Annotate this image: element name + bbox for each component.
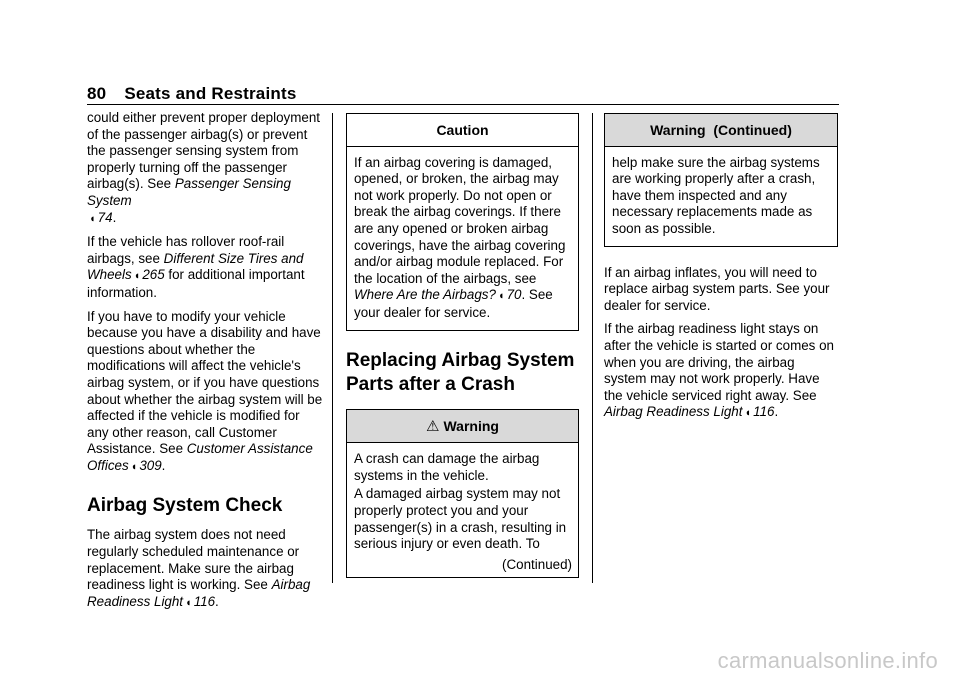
caution-body: If an airbag covering is damaged, opened, or broken, the airbag may not work properly. Do not open or break the airbag coverings. If there are any opened or broken airbag coverings, have the airbag covering and/or airbag module replaced. For the location of the airbags, see Where Are the Airbags? ◖ 70. See your dealer for service. — [354, 154, 566, 320]
continued-label: (Continued) — [502, 556, 572, 572]
link-customer-assistance-offices[interactable]: Customer Assistance Offices — [87, 441, 313, 473]
column-3 — [604, 113, 838, 429]
column-1 — [87, 110, 323, 618]
paragraph-system-check: The airbag system does not need regularly scheduled maintenance or replacement. Make sure the airbag readiness light is working. See Airbag Readiness Light ◖ 116. — [87, 527, 311, 609]
page-ref-74[interactable]: 74 — [97, 209, 113, 225]
warning-continued-title: Warning (Continued) — [605, 114, 837, 147]
page-reference-icon: ◖ — [744, 407, 752, 420]
page-ref-309[interactable]: 309 — [139, 457, 162, 473]
warning-title: ⚠ Warning — [347, 410, 578, 444]
warning-box — [346, 409, 579, 579]
caution-title: Caution — [347, 114, 578, 147]
page-reference-icon: ◖ — [89, 212, 96, 225]
column-divider-2 — [592, 113, 593, 583]
paragraph-readiness-light: If the airbag readiness light stays on after the vehicle is started or comes on when you are driving, the airbag system may not work properly. Have the vehicle serviced right away. See Airbag Readiness Light ◖ 116. — [604, 321, 834, 420]
column-2 — [346, 113, 579, 578]
warning-triangle-icon: ⚠ — [426, 417, 440, 435]
page-number: 80 — [87, 84, 107, 103]
heading-replacing-airbag-parts: Replacing Airbag System Parts after a Crash — [346, 349, 575, 395]
page-ref-116-2[interactable]: 116 — [753, 404, 775, 420]
paragraph-rollover-airbags: If the vehicle has rollover roof-rail airbags, see Different Size Tires and Wheels ◖ 265 for additional important information. — [87, 234, 305, 300]
page-reference-icon: ◖ — [497, 290, 505, 303]
link-airbag-readiness-light-2[interactable]: Airbag Readiness Light — [604, 404, 743, 420]
paragraph-passenger-sensing: could either prevent proper deployment of the passenger airbag(s) or prevent the passenger sensing system from properly turning off the passenger airbag(s). See Passenger Sensing System ◖ 74. — [87, 110, 320, 225]
page-ref-70[interactable]: 70 — [506, 287, 522, 303]
page-reference-icon: ◖ — [130, 460, 138, 473]
link-airbag-readiness-light[interactable]: Airbag Readiness Light — [87, 577, 311, 609]
link-different-size-tires[interactable]: Different Size Tires and Wheels — [87, 250, 304, 283]
page-header — [87, 84, 297, 104]
heading-airbag-system-check: Airbag System Check — [87, 495, 283, 517]
warning-body: A crash can damage the airbag systems in the vehicle. A damaged airbag system may not properly protect you and your passenger(s) in a crash, resulting in serious injury or even death. To — [354, 451, 567, 552]
page-reference-icon: ◖ — [185, 596, 192, 609]
link-where-are-the-airbags[interactable]: Where Are the Airbags? — [354, 287, 496, 303]
paragraph-airbag-inflates: If an airbag inflates, you will need to replace airbag system parts. See your dealer for service. — [604, 264, 830, 313]
page-ref-116[interactable]: 116 — [193, 593, 216, 609]
warning-continued-body: help make sure the airbag systems are working properly after a crash, have them inspected and any necessary replacements made as soon as possible. — [612, 154, 820, 236]
header-rule — [87, 104, 839, 105]
column-divider-1 — [332, 113, 333, 583]
warning-continued-box — [604, 113, 838, 247]
caution-box — [346, 113, 579, 331]
link-passenger-sensing-system[interactable]: Passenger Sensing System — [87, 176, 291, 208]
paragraph-modify-vehicle: If you have to modify your vehicle because you have a disability and have questions about whether the modifications will affect the vehicle's airbag system, or if you have questions about whether the airbag system will be affected if the vehicle is modified for any other reason, call Customer Assistance. See Customer Assistance Offices ◖ 309. — [87, 308, 323, 473]
watermark: carmanualsonline.info — [717, 648, 938, 673]
page-ref-265[interactable]: 265 — [142, 267, 165, 283]
page-reference-icon: ◖ — [133, 270, 141, 283]
section-title: Seats and Restraints — [124, 84, 297, 103]
